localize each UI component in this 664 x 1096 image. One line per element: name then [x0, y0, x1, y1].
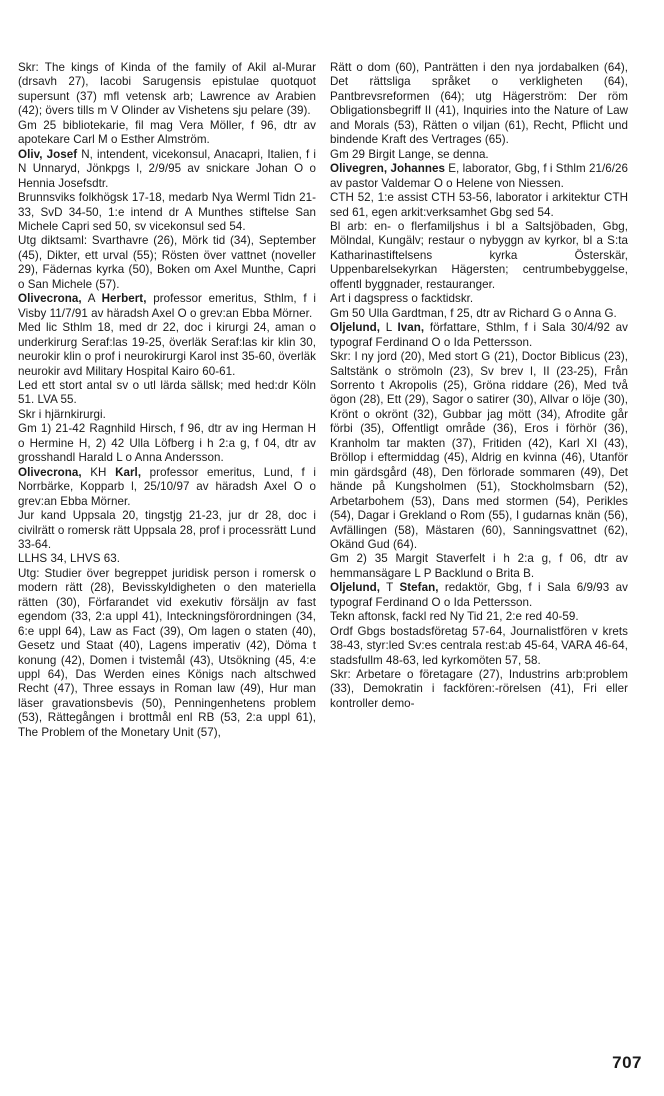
entry-paragraph — [330, 625, 628, 668]
entry-paragraph — [18, 61, 316, 119]
entry-paragraph — [330, 148, 628, 162]
entry-paragraph — [330, 162, 628, 191]
entry-text: Gm 25 bibliotekarie, fil mag Vera Möller, f 96, dtr av apotekare Carl M o Esther Almström. — [18, 118, 316, 147]
entry-paragraph — [330, 61, 628, 148]
entry-text: CTH 52, 1:e assist CTH 53-56, laborator i arkitektur CTH sed 61, egen arkit:verksamhet Gbg sed 54. — [330, 191, 628, 219]
entry-headword: Olivecrona, — [18, 465, 82, 479]
entry-paragraph — [330, 610, 628, 624]
entry-headword: Ivan, — [397, 321, 425, 335]
entry-text: författare, Sthlm, f i Sala 30/4/92 av typograf Ferdinand O o Ida Pettersson. — [330, 321, 628, 349]
right-column — [330, 61, 628, 711]
entry-paragraph — [18, 379, 316, 408]
entry-text: Gm 50 Ulla Gardtman, f 25, dtr av Richard G o Anna G. — [330, 306, 617, 320]
entry-headword: Karl, — [115, 465, 142, 479]
entry-text: Bl arb: en- o flerfamiljshus i bl a Saltsjöbaden, Gbg, Mölndal, Kungälv; restaur o nybyggn av kyrkor, bl a S:ta Katharinastiftelsens kyrka Österskär, Uppenbarelsekyrkan Hägersten; centrumbebyggelse, offentl byggnader, restauranger. — [330, 219, 628, 291]
entry-text: Art i dagspress o facktidskr. — [330, 292, 474, 306]
entry-headword: Oliv, Josef — [18, 147, 78, 161]
entry-text: Ordf Gbgs bostadsföretag 57-64, Journalistfören v krets 38-43, styr:led Sv:es centrala rest:ab 45-64, VARA 46-64, stadsfullm 48-63, led kyrkomöten 57, 58. — [330, 624, 628, 667]
entry-text: Skr i hjärnkirurgi. — [18, 407, 106, 421]
entry-paragraph — [330, 350, 628, 552]
entry-text: professor emeritus, Sthlm, f i Visby 11/7/91 av häradsh Axel O o grev:an Ebba Mörner. — [18, 292, 316, 320]
entry-text: Skr: I ny jord (20), Med stort G (21), Doctor Biblicus (23), Saltstänk o strömoln (23), Sv brev I, II (23-25), Från Sorrento t Akropolis (25), Gröna riddare (26), Med två ögon (28), Ett (29), Sagor o satirer (30), Allvar o löje (30), Krönt o okrönt (32), Gubbar jag mött (34), Afrodite går förbi (35), Offentligt område (36), Eros i förhör (36), Kranholm tar makten (37), Fritiden (42), Karl XI (43), Bröllop i eftermiddag (45), Aldrig en kvinna (46), Utanför min gärdsgård (48), Den förlorade sommaren (49), Det hände på Kungsholmen (51), Stockholmsbarn (52), Arbetarbohem (53), Dans med stormen (54), Perikles (54), Dagar i Grekland o Rom (55), I gudarnas knän (56), Avfällingen (58), Mästaren (60), Sanningsvattnet (62), Okänd Gud (64). — [330, 350, 628, 551]
entry-headword: Oljelund, — [330, 581, 381, 595]
entry-paragraph — [330, 321, 628, 350]
entry-text: Utg diktsaml: Svarthavre (26), Mörk tid (34), September (45), Dikter, ett urval (55); Rösten över vattnet (noveller 29), Fädernas kyrka (50), Boken om Axel Munthe, Capri o San Michele (57). — [18, 234, 316, 291]
entry-paragraph — [330, 292, 628, 306]
entry-paragraph — [330, 581, 628, 610]
entry-paragraph — [18, 408, 316, 422]
entry-text: E, laborator, Gbg, f i Sthlm 21/6/26 av pastor Valdemar O o Helene von Niessen. — [330, 162, 628, 190]
entry-paragraph — [330, 191, 628, 220]
left-column — [18, 61, 316, 740]
entry-paragraph — [18, 234, 316, 292]
entry-paragraph — [18, 422, 316, 465]
entry-text: LLHS 34, LHVS 63. — [18, 552, 121, 566]
entry-text: T — [380, 581, 400, 595]
entry-text: professor emeritus, Lund, f i Norrbärke, Kopparb l, 25/10/97 av häradsh Axel O o grev:an Ebba Mörner. — [18, 465, 317, 508]
entry-text: Jur kand Uppsala 20, tingstjg 21-23, jur dr 28, doc i civilrätt o romersk rätt Uppsala 28, prof i processrätt Lund 33-64. — [18, 509, 316, 551]
entry-text: Skr: The kings of Kinda of the family of Akil al-Murar (drsavh 27), Iacobi Sarugensis epistulae quotquot supersunt (37) mfl vetensk arb; Lawrence av Arabien (42); övers tills m V Olinder av Vishetens sju pelare (39). — [18, 61, 316, 118]
entry-text: Med lic Sthlm 18, med dr 22, doc i kirurgi 24, aman o underkirurg Seraf:las 19-25, överläk Seraf:las kir klin 30, neurokir klin o prof i neurokirurgi Karol inst 35-60, överläk neurokir avd Military Hospital Kairo 60-61. — [18, 321, 316, 378]
entry-text: Tekn aftonsk, fackl red Ny Tid 21, 2:e red 40-59. — [330, 610, 579, 624]
entry-text: Gm 1) 21-42 Ragnhild Hirsch, f 96, dtr av ing Herman H o Hermine H, 2) 42 Ulla Löfberg i h 2:a g, f 04, dtr av grosshandl Harald L o Anna Andersson. — [18, 422, 316, 465]
entry-text: Led ett stort antal sv o utl lärda sällsk; med hed:dr Köln 51. LVA 55. — [18, 378, 316, 407]
entry-paragraph — [330, 552, 628, 581]
dictionary-page — [18, 61, 646, 1081]
entry-paragraph — [18, 148, 316, 191]
entry-paragraph — [18, 119, 316, 148]
entry-text: A — [81, 292, 102, 306]
entry-text: N, intendent, vicekonsul, Anacapri, Italien, f i N Unnaryd, Jönkpgs l, 2/9/95 av snickare Johan O o Hennia Josefsdtr. — [18, 147, 316, 190]
entry-paragraph — [330, 307, 628, 321]
entry-headword: Oljelund, — [330, 321, 381, 335]
entry-text: Utg: Studier över begreppet juridisk person i romersk o modern rätt (28), Bevisskyldigheten o den materiella rätten (30), Förfarandet vid exekutiv försäljn av fast egendom (33, 2:a uppl 41), Inteckningsförordningen (34, 6:e uppl 64), Law as Fact (39), Om lagen o staten (40), Gesetz und Staat (40), Lagens imperativ (42), Döma t konung (42), Domen i tvistemål (43), Utsökning (45, 4:e uppl 64), Das Werden eines Königs nach altschwed Recht (47), Three essays in Roman law (49), Hur man läser gravationsbevis (50), Penningenhetens problem (53), Rättegången i brottmål enl RB (53, 2:a uppl 61), The Problem of the Monetary Unit (57), — [18, 566, 316, 739]
entry-paragraph — [18, 292, 316, 321]
entry-paragraph — [330, 668, 628, 711]
entry-paragraph — [18, 191, 316, 234]
entry-headword: Herbert, — [101, 292, 147, 306]
entry-paragraph — [18, 509, 316, 552]
entry-headword: Olivecrona, — [18, 292, 82, 306]
entry-paragraph — [18, 466, 316, 509]
entry-paragraph — [18, 321, 316, 379]
entry-text: redaktör, Gbg, f i Sala 6/9/93 av typograf Ferdinand O o Ida Pettersson. — [330, 581, 628, 609]
entry-headword: Olivegren, Johannes — [330, 162, 445, 176]
entry-paragraph — [18, 552, 316, 566]
page-number: 707 — [612, 1053, 642, 1072]
entry-headword: Stefan, — [399, 581, 439, 595]
entry-text: Rätt o dom (60), Panträtten i den nya jordabalken (64), Det rättsliga språket o verkligheten (64), Pantbrevsreformen (64); utg Hägerström: Der röm Obligationsbegriff II (41), Inquiries into the Nature of Law and Morals (53), Rätten o viljan (61), Recht, Pflicht und bindende Kraft des Vertrages (65). — [330, 61, 628, 147]
entry-text: Brunnsviks folkhögsk 17-18, medarb Nya Werml Tidn 21-33, SvD 34-50, 1:e intend dr A Munthes stiftelse San Michele Capri sed 50, sv vicekonsul sed 54. — [18, 191, 316, 233]
entry-text: Gm 29 Birgit Lange, se denna. — [330, 147, 489, 161]
entry-paragraph — [18, 567, 316, 740]
entry-text: L — [380, 321, 398, 335]
entry-paragraph — [330, 220, 628, 292]
entry-text: Gm 2) 35 Margit Staverfelt i h 2:a g, f 06, dtr av hemmansägare L P Backlund o Brita B. — [330, 552, 628, 580]
entry-text: Skr: Arbetare o företagare (27), Industrins arb:problem (33), Demokratin i fackfören:-rörelsen (41), Fri eller kontroller demo- — [330, 668, 628, 710]
entry-text: KH — [81, 465, 116, 479]
